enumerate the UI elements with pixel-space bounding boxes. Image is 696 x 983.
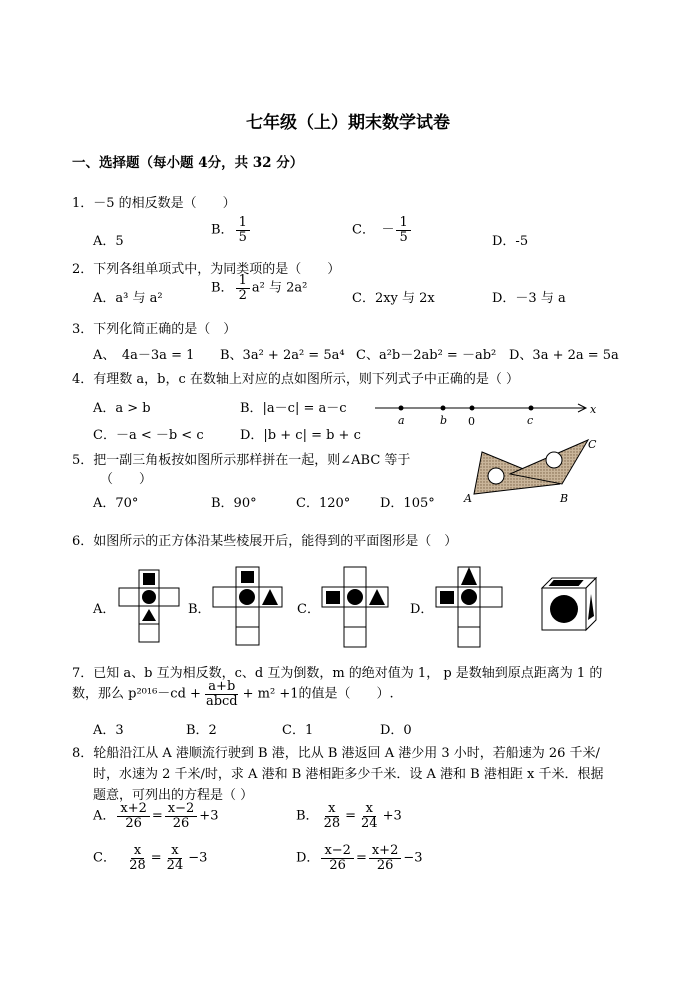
- num: x−2: [321, 844, 354, 859]
- num: x: [168, 844, 181, 859]
- q4-option-d: D．|b + c| = b + c: [240, 428, 361, 443]
- num: x+2: [369, 844, 402, 859]
- f1: [117, 802, 150, 830]
- q8-option-b: [296, 802, 402, 830]
- q2-option-b: [211, 274, 307, 302]
- num: x−2: [165, 802, 198, 817]
- q3-option-d: D、3a + 2a = 5a: [509, 348, 619, 363]
- end: +3: [382, 808, 402, 824]
- q7-option-c: C．1: [282, 723, 314, 738]
- label-A: A: [464, 492, 472, 505]
- page-title: 七年级（上）期末数学试卷: [246, 113, 450, 133]
- den: 24: [361, 815, 378, 831]
- q1-option-d: D．-5: [492, 234, 529, 249]
- label-zero: 0: [468, 415, 475, 428]
- num: 1: [236, 274, 250, 289]
- den: 26: [329, 857, 346, 873]
- q8-line2: 时，水速为 2 千米/时，求 A 港和 B 港相距多少千米．设 A 港和 B 港相距 x 千米．根据: [93, 767, 604, 782]
- q7-option-d: D．0: [380, 723, 412, 738]
- q8-line1: 8．轮船沿江从 A 港顺流行驶到 B 港，比从 B 港返回 A 港少用 3 小时，若船速为 26 千米/: [72, 746, 600, 761]
- den: 28: [323, 815, 341, 831]
- num: a+b: [205, 680, 238, 695]
- num: x: [363, 802, 376, 817]
- q6-option-b: B．: [188, 602, 211, 617]
- q4-option-b: B．|a－c| = a－c: [240, 401, 347, 416]
- q2-b-rest: a² 与 2a²: [251, 280, 308, 296]
- triangle-boards-figure: [462, 436, 602, 506]
- label-x: x: [590, 403, 597, 416]
- den: 26: [172, 815, 190, 831]
- q5-option-c: C．120°: [296, 496, 351, 511]
- q8-option-a: [93, 802, 218, 830]
- point-a: [399, 406, 404, 411]
- q1-c-fraction: [396, 216, 410, 244]
- end: +3: [199, 808, 219, 824]
- q6-option-c: C．: [297, 602, 320, 617]
- label-b: b: [440, 414, 448, 427]
- den: 26: [125, 815, 142, 831]
- num: 1: [396, 216, 410, 231]
- net-b-figure: [211, 565, 287, 647]
- f2: [165, 802, 198, 830]
- q1-b-fraction: [236, 216, 250, 244]
- q5-option-b: B．90°: [211, 496, 257, 511]
- q4-stem: 4．有理数 a，b，c 在数轴上对应的点如图所示，则下列式子中正确的是（ ）: [72, 372, 520, 387]
- q5-paren: （ ）: [100, 472, 153, 487]
- q1-stem: 1．－5 的相反数是（ ）: [72, 196, 236, 211]
- f1: [321, 802, 344, 830]
- q2-b-label: B．: [211, 280, 234, 296]
- cube-figure: [540, 576, 600, 632]
- q4-option-c: C．－a < －b < c: [93, 428, 204, 443]
- q5-option-a: A．70°: [93, 496, 139, 511]
- hole-2: [546, 452, 562, 468]
- den: 26: [376, 857, 394, 873]
- den: 24: [166, 857, 184, 873]
- label-c: c: [527, 414, 534, 427]
- point-c: [529, 406, 534, 411]
- q1-b-label: B．: [211, 222, 234, 238]
- den: 5: [238, 229, 247, 245]
- q1-c-label: C． －: [352, 222, 395, 238]
- q7-option-b: B．2: [186, 723, 217, 738]
- num: x: [131, 844, 144, 859]
- q8-option-c: [93, 844, 207, 872]
- q7-line2: [72, 680, 394, 708]
- net-d-figure: [434, 565, 506, 649]
- eq: =: [355, 850, 367, 866]
- q6-option-a: A．: [93, 602, 116, 617]
- label-C: C: [588, 438, 597, 451]
- den: 5: [399, 229, 408, 245]
- label: A．: [93, 808, 116, 824]
- q2-stem: 2．下列各组单项式中，为同类项的是（ ）: [72, 262, 341, 277]
- point-b: [441, 406, 446, 411]
- eq: =: [151, 808, 163, 824]
- number-line-figure: [370, 398, 600, 430]
- eq: =: [345, 808, 357, 824]
- f2: [369, 844, 402, 872]
- eq: =: [150, 850, 162, 866]
- q5-stem: 5．把一副三角板按如图所示那样拼在一起，则∠ABC 等于: [72, 453, 411, 468]
- q7-fraction: [203, 680, 241, 708]
- section-heading: 一、选择题（每小题 4分，共 32 分）: [72, 155, 304, 171]
- den: 28: [129, 857, 146, 873]
- den: abcd: [205, 693, 238, 709]
- q1-option-b: [211, 216, 252, 244]
- q1-option-c: [352, 216, 413, 244]
- q1-option-a: A．5: [93, 234, 124, 249]
- f2: [164, 844, 187, 872]
- q5-option-d: D．105°: [380, 496, 435, 511]
- net-a-figure: [117, 568, 183, 644]
- q2-option-a: A．a³ 与 a²: [93, 291, 163, 306]
- num: x+2: [117, 802, 150, 817]
- num: x: [325, 802, 338, 817]
- q7-line2-prefix: 数，那么 p²⁰¹⁶－cd +: [72, 686, 201, 702]
- q2-b-fraction: [236, 274, 250, 302]
- q3-stem: 3．下列化简正确的是（ ）: [72, 322, 237, 337]
- q4-option-a: A．a > b: [93, 401, 151, 416]
- f1: [126, 844, 149, 872]
- f2: [358, 802, 381, 830]
- point-zero: [470, 406, 475, 411]
- q7-line1: 7．已知 a、b 互为相反数，c、d 互为倒数，m 的绝对值为 1， p 是数轴到原点距离为 1 的: [72, 666, 603, 681]
- end: −3: [188, 850, 208, 866]
- q7-option-a: A．3: [93, 723, 124, 738]
- label-a: a: [398, 414, 405, 427]
- end: −3: [403, 850, 423, 866]
- label: D．: [296, 850, 320, 866]
- q6-option-d: D．: [410, 602, 434, 617]
- f1: [321, 844, 354, 872]
- q8-option-d: [296, 844, 423, 872]
- q6-stem: 6．如图所示的正方体沿某些棱展开后，能得到的平面图形是（ ）: [72, 534, 458, 549]
- label: C．: [93, 850, 116, 866]
- q3-option-a: A、 4a－3a = 1: [93, 348, 195, 363]
- den: 2: [238, 287, 247, 303]
- q3-option-c: C、a²b－2ab² = －ab²: [356, 348, 497, 363]
- q3-option-b: B、3a² + 2a² = 5a⁴: [220, 348, 345, 363]
- net-c-figure: [320, 565, 392, 649]
- q2-option-d: D．－3 与 a: [492, 291, 566, 306]
- num: 1: [236, 216, 250, 231]
- q7-line2-suffix: + m² +1的值是（ ）.: [242, 686, 394, 702]
- label: B．: [296, 808, 319, 824]
- q2-option-c: C．2xy 与 2x: [352, 291, 435, 306]
- label-B: B: [560, 492, 569, 505]
- hole-1: [488, 468, 504, 484]
- q8-line3: 题意，可列出的方程是（ ）: [93, 788, 254, 803]
